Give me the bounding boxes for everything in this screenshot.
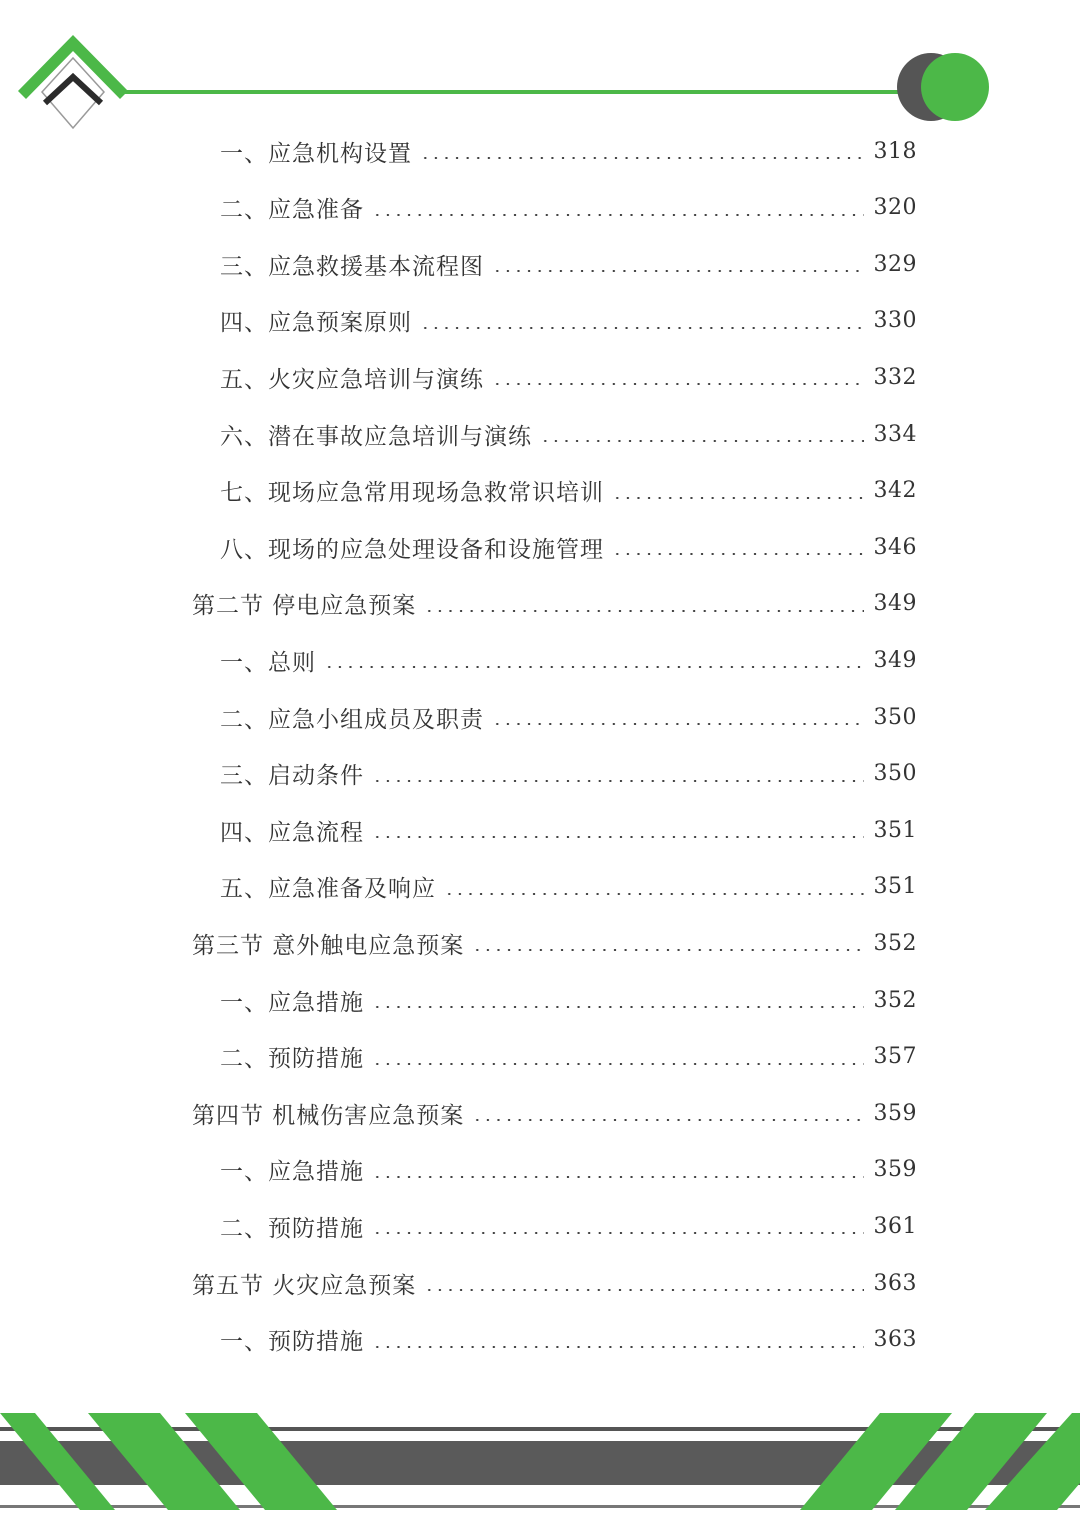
toc-entry-title: 第二节 停电应急预案 bbox=[192, 593, 417, 620]
toc-entry-title: 第四节 机械伤害应急预案 bbox=[192, 1102, 465, 1129]
toc-entry-title: 八、现场的应急处理设备和设施管理 bbox=[220, 536, 604, 563]
toc-dot-leader bbox=[372, 780, 864, 782]
toc-page-number: 351 bbox=[873, 817, 917, 843]
toc-entry[interactable] bbox=[220, 414, 917, 454]
toc-entry[interactable] bbox=[220, 980, 917, 1020]
toc-dot-leader bbox=[324, 666, 864, 668]
toc-dot-leader bbox=[612, 553, 864, 555]
toc-dot-leader bbox=[420, 157, 864, 159]
toc-page-number: 329 bbox=[873, 251, 917, 277]
toc-entry-title: 四、应急流程 bbox=[220, 819, 364, 846]
toc-page-number: 349 bbox=[873, 591, 917, 617]
toc-page-number: 363 bbox=[873, 1270, 917, 1296]
toc-entry[interactable] bbox=[220, 697, 917, 737]
toc-page-number: 334 bbox=[873, 421, 917, 447]
toc-page-number: 342 bbox=[873, 478, 917, 504]
toc-section-entry[interactable] bbox=[192, 923, 917, 963]
toc-entry-title: 二、预防措施 bbox=[220, 1046, 364, 1073]
toc-entry-title: 一、应急措施 bbox=[220, 1159, 364, 1186]
toc-page-number: 357 bbox=[873, 1044, 917, 1070]
toc-dot-leader bbox=[492, 723, 864, 725]
toc-entry[interactable] bbox=[220, 1206, 917, 1246]
toc-entry-title: 二、应急准备 bbox=[220, 197, 364, 224]
toc-entry-title: 一、总则 bbox=[220, 649, 316, 676]
toc-section-entry[interactable] bbox=[192, 1093, 917, 1133]
toc-dot-leader bbox=[492, 383, 864, 385]
toc-dot-leader bbox=[372, 1176, 864, 1178]
toc-dot-leader bbox=[372, 1232, 864, 1234]
toc-entry[interactable] bbox=[220, 1150, 917, 1190]
toc-entry[interactable] bbox=[220, 301, 917, 341]
toc-dot-leader bbox=[420, 327, 864, 329]
toc-entry-title: 二、预防措施 bbox=[220, 1215, 364, 1242]
toc-page-number: 363 bbox=[873, 1327, 917, 1353]
toc-page-number: 352 bbox=[873, 987, 917, 1013]
circles-icon bbox=[897, 53, 989, 121]
toc-page-number: 352 bbox=[873, 930, 917, 956]
footer-decoration bbox=[0, 1405, 1080, 1528]
toc-dot-leader bbox=[372, 1063, 864, 1065]
toc-entry[interactable] bbox=[220, 867, 917, 907]
toc-entry[interactable] bbox=[220, 754, 917, 794]
toc-dot-leader bbox=[472, 1119, 863, 1121]
toc-dot-leader bbox=[540, 440, 864, 442]
toc-entry-title: 五、应急准备及响应 bbox=[220, 876, 436, 903]
header-rule bbox=[120, 90, 910, 94]
toc-page-number: 330 bbox=[873, 308, 917, 334]
toc-entry-title: 二、应急小组成员及职责 bbox=[220, 706, 484, 733]
toc-dot-leader bbox=[424, 610, 863, 612]
toc-entry-title: 一、预防措施 bbox=[220, 1329, 364, 1356]
header-decoration bbox=[0, 0, 1080, 150]
toc-entry[interactable] bbox=[220, 527, 917, 567]
toc-dot-leader bbox=[372, 1006, 864, 1008]
toc-dot-leader bbox=[612, 497, 864, 499]
toc-entry[interactable] bbox=[220, 357, 917, 397]
toc-dot-leader bbox=[444, 893, 864, 895]
toc-page-number: 320 bbox=[873, 195, 917, 221]
toc-page-number: 359 bbox=[873, 1100, 917, 1126]
toc-page-number: 350 bbox=[873, 704, 917, 730]
toc-entry-title: 五、火灾应急培训与演练 bbox=[220, 366, 484, 393]
toc-entry-title: 一、应急机构设置 bbox=[220, 140, 412, 167]
chevron-up-diamond-icon bbox=[18, 35, 128, 128]
toc-entry[interactable] bbox=[220, 1037, 917, 1077]
toc-entry[interactable] bbox=[220, 131, 917, 171]
toc-entry-title: 第三节 意外触电应急预案 bbox=[192, 932, 465, 959]
toc-section-entry[interactable] bbox=[192, 1263, 917, 1303]
toc-section-entry[interactable] bbox=[192, 584, 917, 624]
toc-page-number: 318 bbox=[873, 138, 917, 164]
toc-entry[interactable] bbox=[220, 810, 917, 850]
toc-entry[interactable] bbox=[220, 188, 917, 228]
toc-page-number: 359 bbox=[873, 1157, 917, 1183]
toc-entry-title: 七、现场应急常用现场急救常识培训 bbox=[220, 480, 604, 507]
toc-page-number: 350 bbox=[873, 761, 917, 787]
toc-page-number: 346 bbox=[873, 534, 917, 560]
toc-entry-title: 一、应急措施 bbox=[220, 989, 364, 1016]
toc-dot-leader bbox=[472, 949, 863, 951]
toc-entry-title: 三、启动条件 bbox=[220, 763, 364, 790]
toc-dot-leader bbox=[372, 836, 864, 838]
toc-entry[interactable] bbox=[220, 640, 917, 680]
toc-page-number: 332 bbox=[873, 364, 917, 390]
toc-page-number: 349 bbox=[873, 647, 917, 673]
toc-entry-title: 三、应急救援基本流程图 bbox=[220, 253, 484, 280]
toc-dot-leader bbox=[424, 1289, 863, 1291]
toc-entry-title: 六、潜在事故应急培训与演练 bbox=[220, 423, 532, 450]
toc-entry[interactable] bbox=[220, 471, 917, 511]
toc-entry[interactable] bbox=[220, 1320, 917, 1360]
toc-dot-leader bbox=[372, 1346, 864, 1348]
toc-entry[interactable] bbox=[220, 244, 917, 284]
toc-dot-leader bbox=[492, 270, 864, 272]
toc-entry-title: 第五节 火灾应急预案 bbox=[192, 1272, 417, 1299]
toc-entry-title: 四、应急预案原则 bbox=[220, 310, 412, 337]
toc-page-number: 351 bbox=[873, 874, 917, 900]
toc-dot-leader bbox=[372, 214, 864, 216]
toc-page-number: 361 bbox=[873, 1213, 917, 1239]
